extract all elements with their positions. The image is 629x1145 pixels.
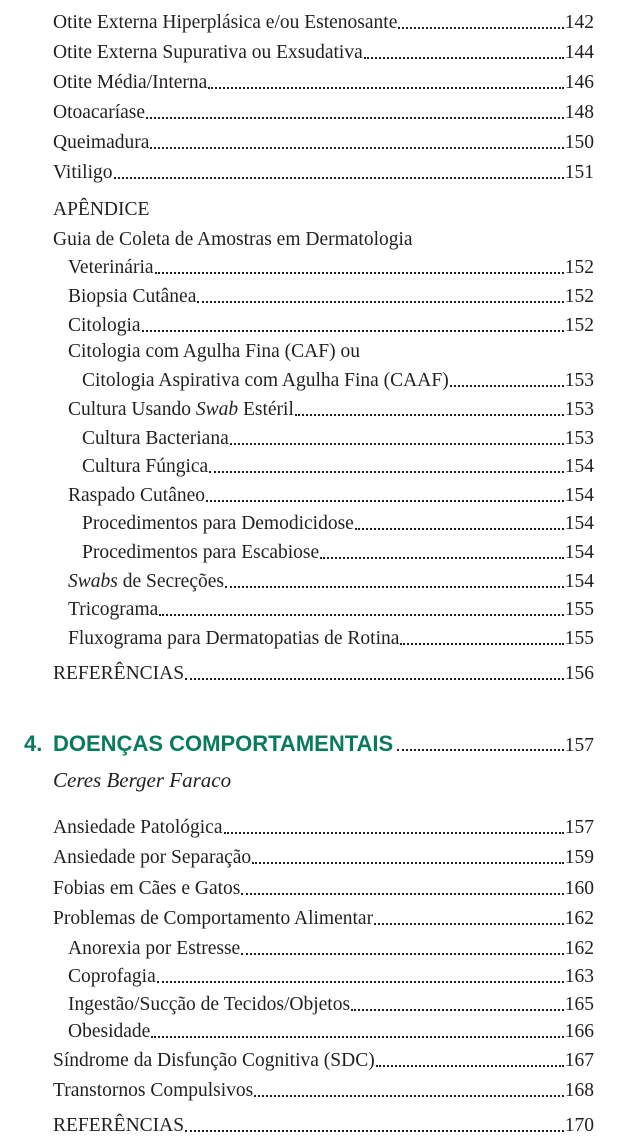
- chapter-title: DOENÇAS COMPORTAMENTAIS: [53, 731, 394, 756]
- dot-leader: [114, 176, 564, 179]
- dot-leader: [208, 86, 563, 89]
- toc-entry: [82, 509, 594, 535]
- dot-leader: [224, 831, 564, 834]
- toc-entry-page: 162: [564, 938, 594, 959]
- toc-entry-title: Otite Externa Supurativa ou Exsudativa: [53, 42, 363, 63]
- chapter-author: Ceres Berger Faraco: [53, 768, 232, 792]
- toc-entry-title: [68, 571, 224, 593]
- toc-entry: [68, 311, 594, 337]
- toc-entry: [68, 567, 594, 593]
- toc-entry-title: Ansiedade Patológica: [53, 817, 223, 838]
- dot-leader: [400, 642, 563, 645]
- toc-entry-page: 155: [564, 599, 594, 620]
- toc-entry: [53, 158, 594, 184]
- toc-entry-title: Cultura Bacteriana: [82, 428, 229, 449]
- title-part: Estéril: [238, 399, 294, 420]
- toc-entry-page: 153: [564, 370, 594, 391]
- toc-entry-references: [53, 1111, 594, 1137]
- toc-entry-title: Procedimentos para Demodicidose: [82, 513, 354, 534]
- dot-leader: [364, 56, 564, 59]
- title-italic-part: Swabs: [68, 571, 118, 592]
- toc-entry: [53, 8, 594, 34]
- dot-leader: [159, 613, 563, 616]
- toc-entry: [68, 934, 594, 960]
- toc-entry-page: 155: [564, 628, 594, 649]
- toc-entry-title: Ingestão/Sucção de Tecidos/Objetos: [68, 994, 351, 1015]
- toc-entry-references: [53, 659, 594, 685]
- toc-entry-title: Raspado Cutâneo: [68, 485, 206, 506]
- toc-entry-page: 152: [564, 286, 594, 307]
- toc-entry: [53, 904, 594, 930]
- dot-leader: [376, 1064, 564, 1067]
- toc-entry-page: 168: [564, 1080, 594, 1101]
- dot-leader: [206, 499, 564, 502]
- toc-entry-title: Vitiligo: [53, 162, 113, 183]
- toc-entry-title: Otite Média/Interna: [53, 72, 208, 93]
- toc-entry: [82, 538, 594, 564]
- toc-entry: [68, 962, 594, 988]
- dot-leader: [157, 980, 564, 983]
- toc-entry-title: Fluxograma para Dermatopatias de Rotina: [68, 628, 400, 649]
- toc-entry: [68, 282, 594, 308]
- dot-leader: [185, 677, 564, 680]
- dot-leader: [230, 442, 564, 445]
- dot-leader: [150, 146, 563, 149]
- dot-leader: [450, 384, 564, 387]
- toc-entry-page: 142: [564, 12, 594, 33]
- toc-entry-page: 170: [564, 1115, 594, 1136]
- toc-entry-title: Obesidade: [68, 1021, 151, 1042]
- toc-entry-title: Queimadura: [53, 132, 150, 153]
- toc-entry-title: REFERÊNCIAS: [53, 1115, 185, 1136]
- toc-entry-page: 163: [564, 966, 594, 987]
- toc-entry: [53, 1046, 594, 1072]
- toc-entry: [82, 366, 594, 392]
- toc-entry: [53, 68, 594, 94]
- dot-leader: [197, 300, 563, 303]
- dot-leader: [252, 861, 564, 864]
- toc-entry: [68, 253, 594, 279]
- toc-entry-title: REFERÊNCIAS: [53, 663, 185, 684]
- toc-entry-page: 150: [564, 132, 594, 153]
- toc-entry-title: [68, 399, 294, 421]
- toc-entry-title: Problemas de Comportamento Alimentar: [53, 908, 374, 929]
- chapter-page: 157: [564, 735, 594, 756]
- toc-entry-title: Procedimentos para Escabiose: [82, 542, 320, 563]
- toc-entry-page: 152: [564, 315, 594, 336]
- toc-entry-title: Citologia: [68, 315, 141, 336]
- toc-entry-title: Biopsia Cutânea: [68, 286, 197, 307]
- toc-entry-page: 159: [564, 847, 594, 868]
- toc-entry: [68, 624, 594, 650]
- toc-entry-page: 154: [564, 513, 594, 534]
- toc-entry: [53, 843, 594, 869]
- toc-entry-page: 146: [564, 72, 594, 93]
- toc-entry-page: 154: [564, 571, 594, 592]
- title-italic-part: Swab: [195, 399, 239, 420]
- toc-entry: [53, 38, 594, 64]
- toc-entry-page: 153: [564, 428, 594, 449]
- dot-leader: [355, 527, 564, 530]
- dot-leader: [320, 556, 564, 559]
- dot-leader: [254, 1094, 563, 1097]
- toc-entry-page: 165: [564, 994, 594, 1015]
- dot-leader: [146, 116, 564, 119]
- dot-leader: [151, 1035, 563, 1038]
- toc-entry-page: 157: [564, 817, 594, 838]
- title-part: Cultura Usando: [68, 399, 196, 420]
- toc-entry-page: 151: [564, 162, 594, 183]
- toc-entry-title: Coprofagia: [68, 966, 156, 987]
- toc-entry: [68, 395, 594, 421]
- toc-entry-page: 162: [564, 908, 594, 929]
- appendix-heading: APÊNDICE: [53, 199, 150, 220]
- toc-entry: [53, 813, 594, 839]
- toc-entry-page: 154: [564, 542, 594, 563]
- toc-entry-title: Otite Externa Hiperplásica e/ou Estenosante: [53, 12, 398, 33]
- toc-entry: [68, 990, 594, 1016]
- title-part: de Secreções: [117, 571, 224, 592]
- toc-entry: [53, 98, 594, 124]
- toc-entry-page: 166: [564, 1021, 594, 1042]
- toc-entry-title: Tricograma: [68, 599, 159, 620]
- toc-entry: [68, 1017, 594, 1043]
- toc-entry: [53, 874, 594, 900]
- toc-entry-page: 148: [564, 102, 594, 123]
- appendix-subheading: Guia de Coleta de Amostras em Dermatologia: [53, 229, 413, 250]
- toc-entry: [68, 481, 594, 507]
- toc-entry-title: Transtornos Compulsivos: [53, 1080, 254, 1101]
- dot-leader: [295, 413, 564, 416]
- toc-entry-title-line1: Citologia com Agulha Fina (CAF) ou: [68, 341, 360, 362]
- toc-entry-page: 167: [564, 1050, 594, 1071]
- chapter-number: 4.: [24, 731, 43, 756]
- dot-leader: [241, 952, 564, 955]
- toc-entry-page: 144: [564, 42, 594, 63]
- toc-entry-title: Otoacaríase: [53, 102, 146, 123]
- toc-entry: [82, 452, 594, 478]
- toc-entry-title: Fobias em Cães e Gatos: [53, 878, 241, 899]
- toc-entry-page: 160: [564, 878, 594, 899]
- toc-entry-title: Citologia Aspirativa com Agulha Fina (CAAF): [82, 370, 449, 391]
- dot-leader: [351, 1008, 564, 1011]
- toc-entry-title: Veterinária: [68, 257, 154, 278]
- chapter-heading: [24, 727, 594, 757]
- dot-leader: [155, 271, 564, 274]
- toc-entry: [68, 595, 594, 621]
- toc-entry-title: Síndrome da Disfunção Cognitiva (SDC): [53, 1050, 375, 1071]
- toc-entry: [82, 424, 594, 450]
- toc-entry-page: 154: [564, 456, 594, 477]
- dot-leader: [209, 470, 564, 473]
- dot-leader: [185, 1129, 564, 1132]
- toc-entry-title: Cultura Fúngica: [82, 456, 209, 477]
- dot-leader: [225, 585, 564, 588]
- toc-entry: [53, 128, 594, 154]
- toc-entry-title: Anorexia por Estresse: [68, 938, 241, 959]
- dot-leader: [398, 26, 563, 29]
- toc-entry-page: 154: [564, 485, 594, 506]
- toc-entry-page: 153: [564, 399, 594, 420]
- toc-entry-page: 152: [564, 257, 594, 278]
- toc-entry-page: 156: [564, 663, 594, 684]
- dot-leader: [374, 922, 564, 925]
- toc-entry-title: Ansiedade por Separação: [53, 847, 252, 868]
- dot-leader: [142, 329, 564, 332]
- dot-leader: [397, 748, 564, 751]
- toc-entry: [53, 1076, 594, 1102]
- dot-leader: [241, 892, 563, 895]
